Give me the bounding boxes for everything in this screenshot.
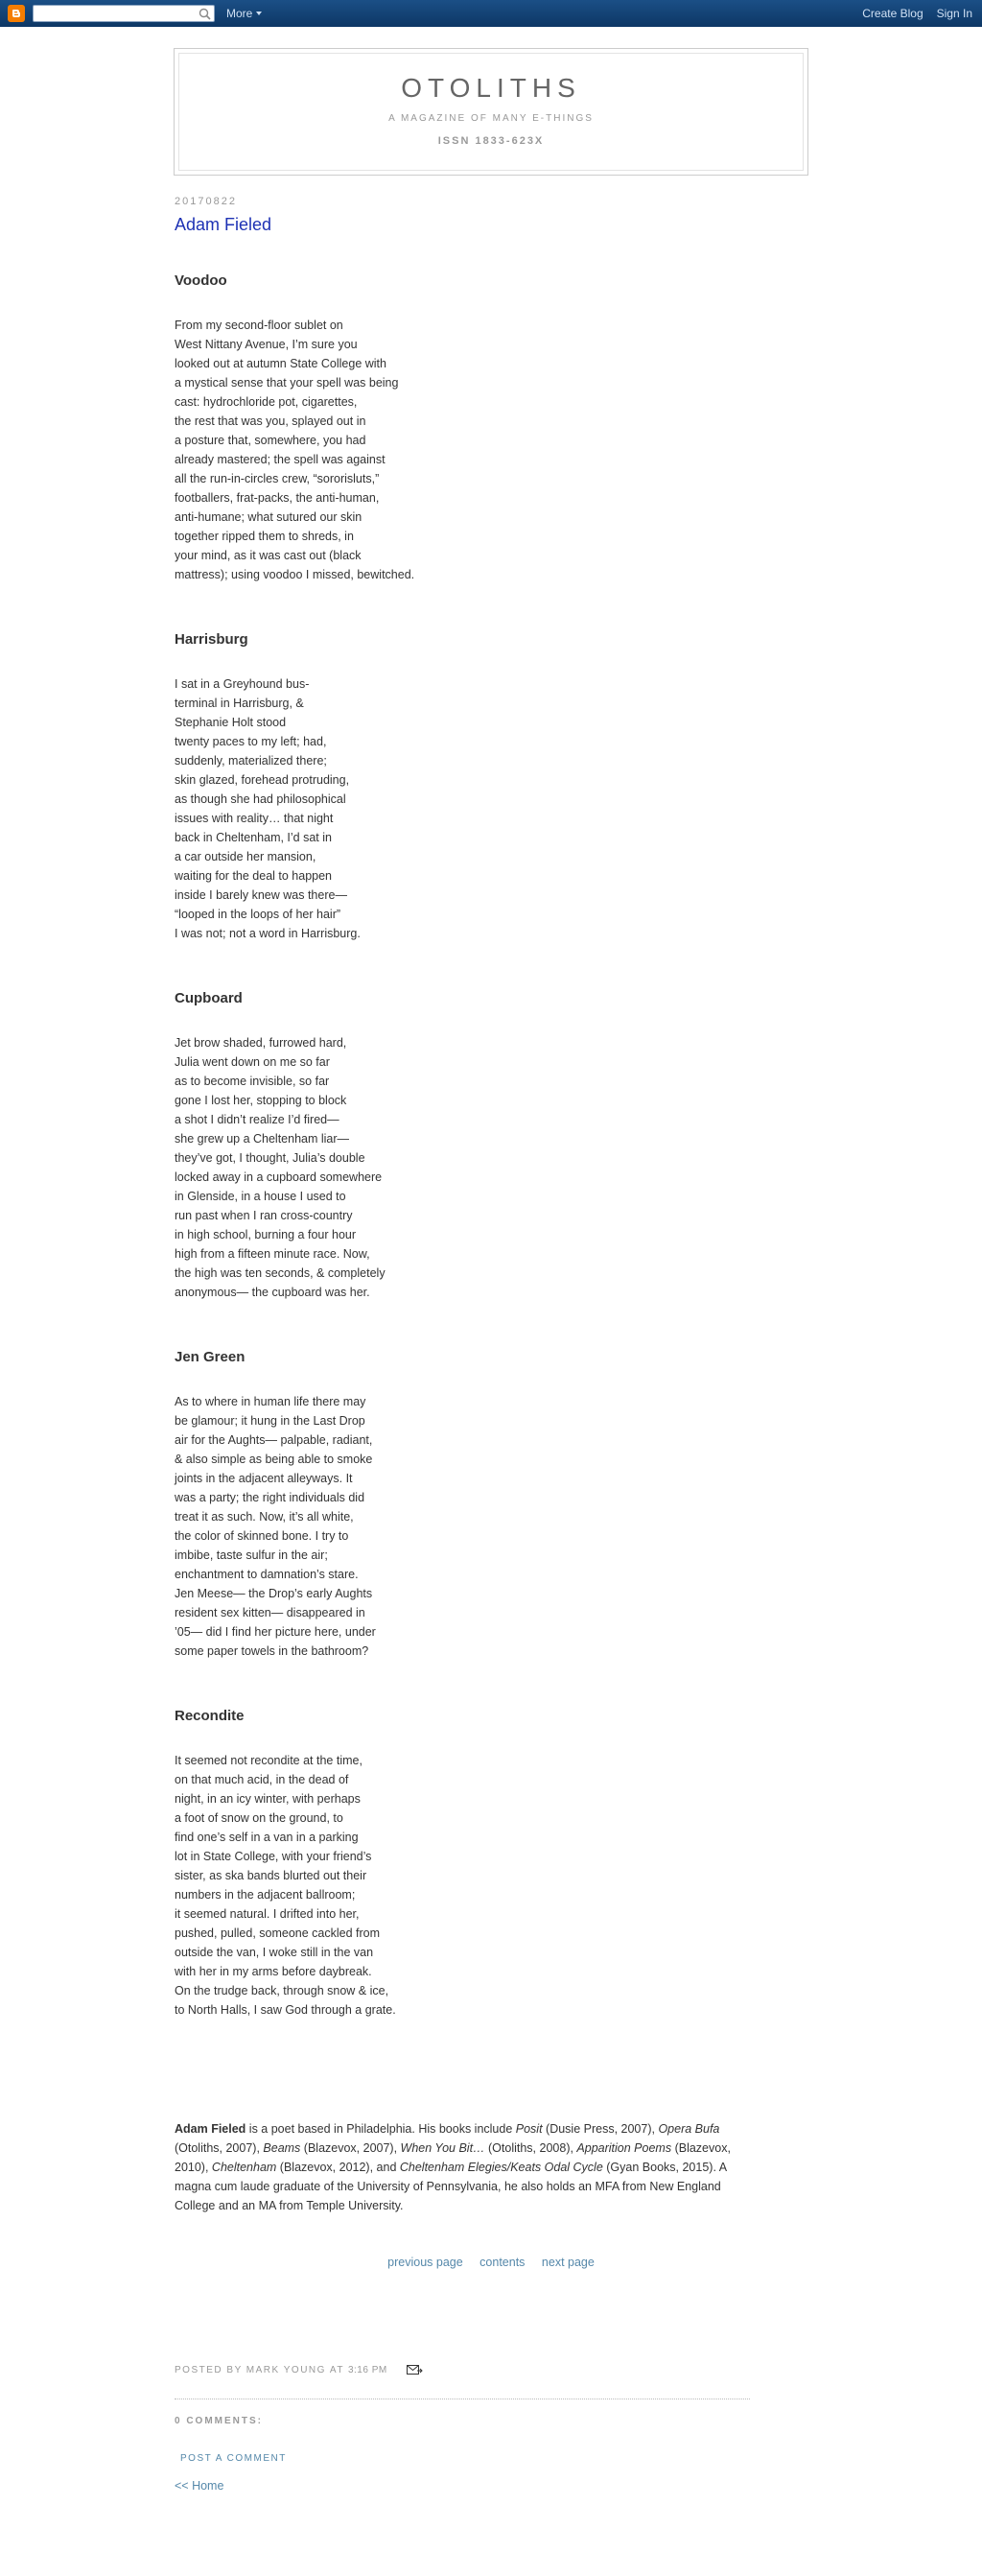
poem-line: I sat in a Greyhound bus-	[175, 677, 310, 691]
poem-line: they’ve got, I thought, Julia’s double	[175, 1151, 365, 1165]
poem-line: as though she had philosophical	[175, 792, 346, 806]
bio-book-title: Opera Bufa	[658, 2122, 720, 2136]
bio-text: (Gyan Books, 2015). A magna cum laude graduate of the University of Pennsylvania, he also holds an MFA from New England College and an MA from Temple University.	[175, 2161, 727, 2212]
poem-line: lot in State College, with your friend’s	[175, 1850, 372, 1863]
navbar-search-input[interactable]	[33, 5, 215, 22]
poem-line: night, in an icy winter, with perhaps	[175, 1792, 361, 1806]
poem-line: find one’s self in a van in a parking	[175, 1831, 359, 1844]
poem-line: & also simple as being able to smoke	[175, 1453, 373, 1466]
author-bio	[175, 2119, 756, 2215]
bio-text: (Otoliths, 2008),	[484, 2141, 577, 2155]
poem-line: Jen Meese— the Drop’s early Aughts	[175, 1587, 373, 1600]
blog-issn: ISSN 1833-623X	[437, 135, 545, 147]
poem-line: imbibe, taste sulfur in the air;	[175, 1548, 328, 1562]
poem-line: ’05— did I find her picture here, under	[175, 1625, 376, 1639]
poem-line: run past when I ran cross-country	[175, 1209, 353, 1222]
poem-line: a mystical sense that your spell was being	[175, 376, 399, 390]
sign-in-link[interactable]: Sign In	[936, 7, 972, 20]
poem-line: inside I barely knew was there—	[175, 888, 347, 902]
poem-line: resident sex kitten— disappeared in	[175, 1606, 365, 1619]
poem-line: “looped in the loops of her hair”	[175, 908, 341, 921]
poem-title: Jen Green	[175, 1349, 246, 1365]
poem-line: together ripped them to shreds, in	[175, 530, 354, 543]
poem	[175, 990, 750, 1302]
poem-line: footballers, frat-packs, the anti-human,	[175, 491, 380, 505]
poem-line: suddenly, materialized there;	[175, 754, 327, 768]
poem	[175, 1708, 750, 2020]
poem-line: a shot I didn’t realize I’d fired—	[175, 1113, 339, 1126]
poem-line: the color of skinned bone. I try to	[175, 1529, 349, 1543]
bio-text: (Blazevox, 2010),	[175, 2141, 731, 2174]
poem-line: all the run-in-circles crew, “sororisluts,”	[175, 472, 380, 485]
poem-line: your mind, as it was cast out (black	[175, 549, 362, 562]
poem-title: Harrisburg	[175, 631, 248, 648]
poem-line: a car outside her mansion,	[175, 850, 316, 863]
poem-line: some paper towels in the bathroom?	[175, 1644, 369, 1658]
poem-line: looked out at autumn State College with	[175, 357, 386, 370]
poem-line: sister, as ska bands blurted out their	[175, 1869, 367, 1882]
post-title[interactable]: Adam Fieled	[175, 215, 272, 234]
bio-text: (Dusie Press, 2007),	[542, 2122, 659, 2136]
more-menu-button[interactable]	[226, 7, 262, 20]
post-comment-link[interactable]: POST A COMMENT	[180, 2453, 287, 2464]
bio-text: (Otoliths, 2007),	[175, 2141, 264, 2155]
poem-line: As to where in human life there may	[175, 1395, 366, 1408]
next-page-link[interactable]: next page	[541, 2256, 595, 2269]
blog-title[interactable]: OTOLITHS	[401, 73, 581, 103]
search-icon[interactable]	[199, 8, 211, 20]
poem-line: twenty paces to my left; had,	[175, 735, 327, 748]
poem-line: anonymous— the cupboard was her.	[175, 1286, 370, 1299]
poem-line: was a party; the right individuals did	[175, 1491, 365, 1504]
poem-line: From my second-floor sublet on	[175, 319, 343, 332]
create-blog-link[interactable]: Create Blog	[862, 7, 924, 20]
poem-line: treat it as such. Now, it’s all white,	[175, 1510, 354, 1524]
poem-title: Voodoo	[175, 272, 227, 289]
poem-line: the rest that was you, splayed out in	[175, 414, 366, 428]
poem-line: Jet brow shaded, furrowed hard,	[175, 1036, 347, 1050]
poem-line: cast: hydrochloride pot, cigarettes,	[175, 395, 358, 409]
chevron-down-icon	[256, 12, 262, 15]
poem-line: as to become invisible, so far	[175, 1075, 330, 1088]
poem	[175, 631, 750, 943]
poem-line: outside the van, I woke still in the van	[175, 1946, 374, 1959]
poem-line: Julia went down on me so far	[175, 1055, 330, 1069]
poem-line: West Nittany Avenue, I’m sure you	[175, 338, 358, 351]
contents-link[interactable]: contents	[479, 2256, 526, 2269]
poem-line: in high school, burning a four hour	[175, 1228, 357, 1241]
blog-header	[174, 48, 808, 176]
poem-line: back in Cheltenham, I’d sat in	[175, 831, 332, 844]
posted-by-label: POSTED BY	[175, 2365, 243, 2375]
poem-line: I was not; not a word in Harrisburg.	[175, 927, 361, 940]
poem-line: anti-humane; what sutured our skin	[175, 510, 362, 524]
post-time-link[interactable]: 3:16 PM	[347, 2365, 387, 2375]
poem-line: It seemed not recondite at the time,	[175, 1754, 362, 1767]
poem-line: joints in the adjacent alleyways. It	[175, 1472, 353, 1485]
poem-line: a foot of snow on the ground, to	[175, 1811, 343, 1825]
blogger-navbar	[0, 0, 982, 27]
poem-line: enchantment to damnation’s stare.	[175, 1568, 359, 1581]
poem-title: Cupboard	[175, 990, 243, 1006]
poem-line: air for the Aughts— palpable, radiant,	[175, 1433, 373, 1447]
bio-author-name: Adam Fieled	[175, 2122, 246, 2136]
bio-book-title: Cheltenham	[211, 2161, 277, 2174]
blog-description: A MAGAZINE OF MANY E-THINGS	[388, 113, 594, 124]
poem-line: a posture that, somewhere, you had	[175, 434, 366, 447]
poem-title: Recondite	[175, 1708, 245, 1724]
post-footer	[175, 2365, 750, 2375]
poem-line: waiting for the deal to happen	[175, 869, 333, 883]
poem-line: it seemed natural. I drifted into her,	[175, 1907, 360, 1921]
poem-line: Stephanie Holt stood	[175, 716, 287, 729]
posted-at-label: AT	[329, 2365, 344, 2375]
poem-line: be glamour; it hung in the Last Drop	[175, 1414, 365, 1428]
poem	[175, 272, 750, 584]
bio-text: is a poet based in Philadelphia. His books include	[246, 2122, 516, 2136]
poem-line: with her in my arms before daybreak.	[175, 1965, 372, 1978]
poem-line: mattress); using voodoo I missed, bewitched.	[175, 568, 415, 581]
poem-line: to North Halls, I saw God through a grate.	[175, 2003, 396, 2017]
post-date: 20170822	[175, 196, 237, 207]
post-author: MARK YOUNG	[246, 2365, 326, 2375]
comments-heading: 0 COMMENTS:	[175, 2416, 263, 2426]
poem-line: high from a fifteen minute race. Now,	[175, 1247, 370, 1261]
bio-book-title: Cheltenham Elegies/Keats Odal Cycle	[399, 2161, 603, 2174]
bio-book-title: Apparition Poems	[576, 2141, 672, 2155]
poem-line: already mastered; the spell was against	[175, 453, 386, 466]
page-navigation	[0, 2256, 982, 2269]
poem-line: she grew up a Cheltenham liar—	[175, 1132, 350, 1146]
poem-line: numbers in the adjacent ballroom;	[175, 1888, 356, 1902]
poem-line: in Glenside, in a house I used to	[175, 1190, 346, 1203]
poem	[175, 1349, 750, 1661]
poem-line: On the trudge back, through snow & ice,	[175, 1984, 389, 1997]
poem-line: pushed, pulled, someone cackled from	[175, 1926, 381, 1940]
poem-line: terminal in Harrisburg, &	[175, 697, 304, 710]
previous-page-link[interactable]: previous page	[387, 2256, 463, 2269]
poem-line: skin glazed, forehead protruding,	[175, 773, 350, 787]
blogger-logo-icon[interactable]	[8, 5, 25, 22]
post	[175, 196, 750, 2020]
bio-text: (Blazevox, 2007),	[300, 2141, 401, 2155]
more-label: More	[226, 7, 253, 20]
poem-line: issues with reality… that night	[175, 812, 334, 825]
home-link[interactable]: << Home	[175, 2479, 224, 2493]
poem-line: the high was ten seconds, & completely	[175, 1266, 386, 1280]
bio-book-title: When You Bit…	[400, 2141, 485, 2155]
poem-line: locked away in a cupboard somewhere	[175, 1170, 383, 1184]
poem-line: gone I lost her, stopping to block	[175, 1094, 347, 1107]
bio-book-title: Posit	[515, 2122, 543, 2136]
poem-line: on that much acid, in the dead of	[175, 1773, 349, 1786]
bio-book-title: Beams	[263, 2141, 301, 2155]
bio-text: (Blazevox, 2012), and	[276, 2161, 400, 2174]
poems-container	[175, 272, 750, 2020]
email-post-icon[interactable]	[407, 2365, 423, 2375]
